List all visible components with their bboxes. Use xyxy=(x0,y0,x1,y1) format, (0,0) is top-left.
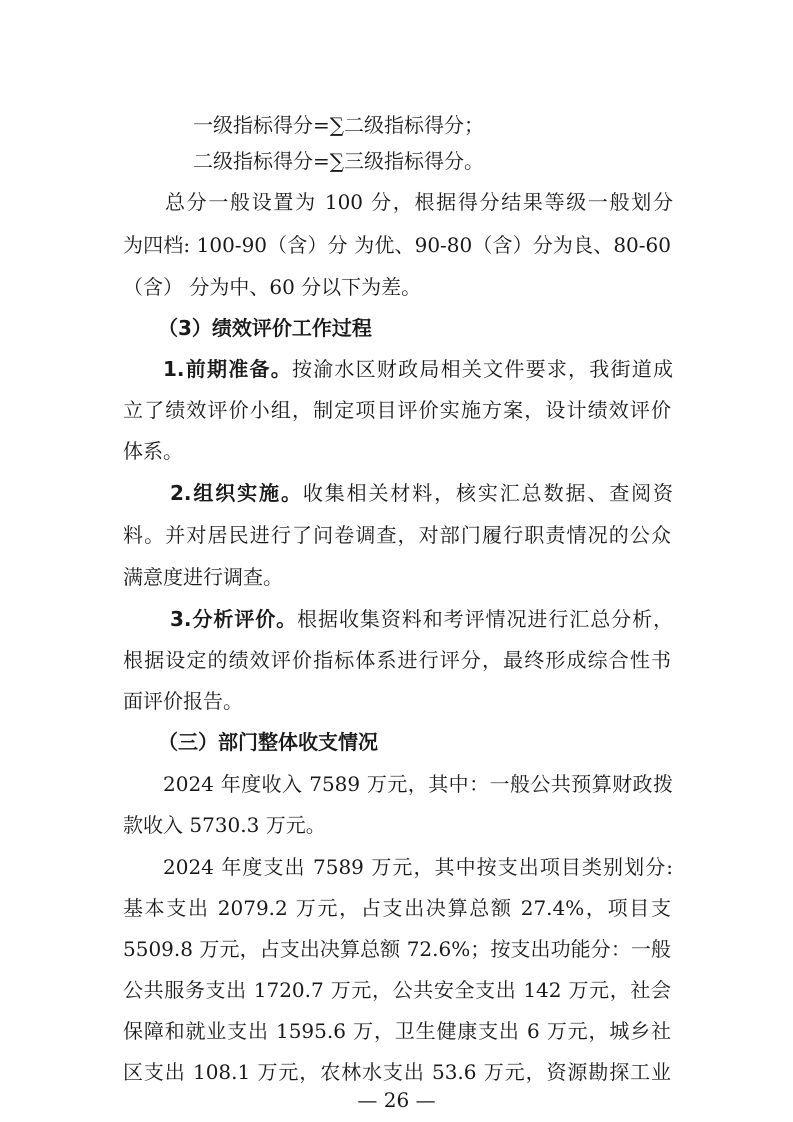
paragraph-line: 体系。 xyxy=(123,439,183,463)
paragraph-line xyxy=(170,479,673,509)
paragraph-text: 根据收集资料和考评情况进行汇总分析， xyxy=(297,607,673,631)
paragraph-text: 按渝水区财政局相关文件要求，我街道成 xyxy=(291,357,673,381)
page-number: — 26 — xyxy=(357,1088,436,1112)
paragraph-line: 满意度进行调查。 xyxy=(123,565,283,589)
paragraph-line: 根据设定的绩效评价指标体系进行评分，最终形成综合性书 xyxy=(123,648,671,672)
paragraph-line xyxy=(163,355,673,385)
lead-anal: 3.分析评价。 xyxy=(170,607,298,631)
paragraph-line: （含） 分为中、60 分以下为差。 xyxy=(123,275,422,299)
paragraph-line: 保障和就业支出 1595.6 万，卫生健康支出 6 万元，城乡社 xyxy=(123,1019,671,1043)
paragraph-line: 立了绩效评价小组，制定项目评价实施方案，设计绩效评价 xyxy=(123,398,671,422)
lead-prep: 1.前期准备。 xyxy=(163,357,292,381)
formula-line-2: 二级指标得分=∑三级指标得分。 xyxy=(193,149,485,173)
lead-impl: 2.组织实施。 xyxy=(170,481,303,505)
paragraph-line: 2024 年度收入 7589 万元，其中：一般公共预算财政拨 xyxy=(163,772,673,796)
section-heading-process: （3）绩效评价工作过程 xyxy=(158,316,372,340)
paragraph-line: 公共服务支出 1720.7 万元，公共安全支出 142 万元，社会 xyxy=(123,978,671,1002)
formula-line-1: 一级指标得分=∑二级指标得分； xyxy=(193,113,485,137)
paragraph-line: 2024 年度支出 7589 万元，其中按支出项目类别划分: xyxy=(163,855,673,879)
paragraph-line xyxy=(170,605,673,635)
paragraph-line: 为四档: 100-90（含）分 为优、90-80（含）分为良、80-60 xyxy=(123,233,671,257)
paragraph-line: 料。并对居民进行了问卷调查，对部门履行职责情况的公众 xyxy=(123,523,671,547)
paragraph-line: 面评价报告。 xyxy=(123,689,243,713)
paragraph-line: 区支出 108.1 万元，农林水支出 53.6 万元，资源勘探工业 xyxy=(123,1060,671,1084)
section-heading-budget: （三）部门整体收支情况 xyxy=(158,730,378,754)
paragraph-line: 5509.8 万元，占支出决算总额 72.6%；按支出功能分：一般 xyxy=(123,937,671,961)
paragraph-text: 收集相关材料，核实汇总数据、查阅资 xyxy=(302,481,673,505)
paragraph-line: 基本支出 2079.2 万元，占支出决算总额 27.4%，项目支 xyxy=(123,896,671,920)
paragraph-line: 款收入 5730.3 万元。 xyxy=(123,813,326,837)
paragraph-line: 总分一般设置为 100 分，根据得分结果等级一般划分 xyxy=(165,190,673,214)
